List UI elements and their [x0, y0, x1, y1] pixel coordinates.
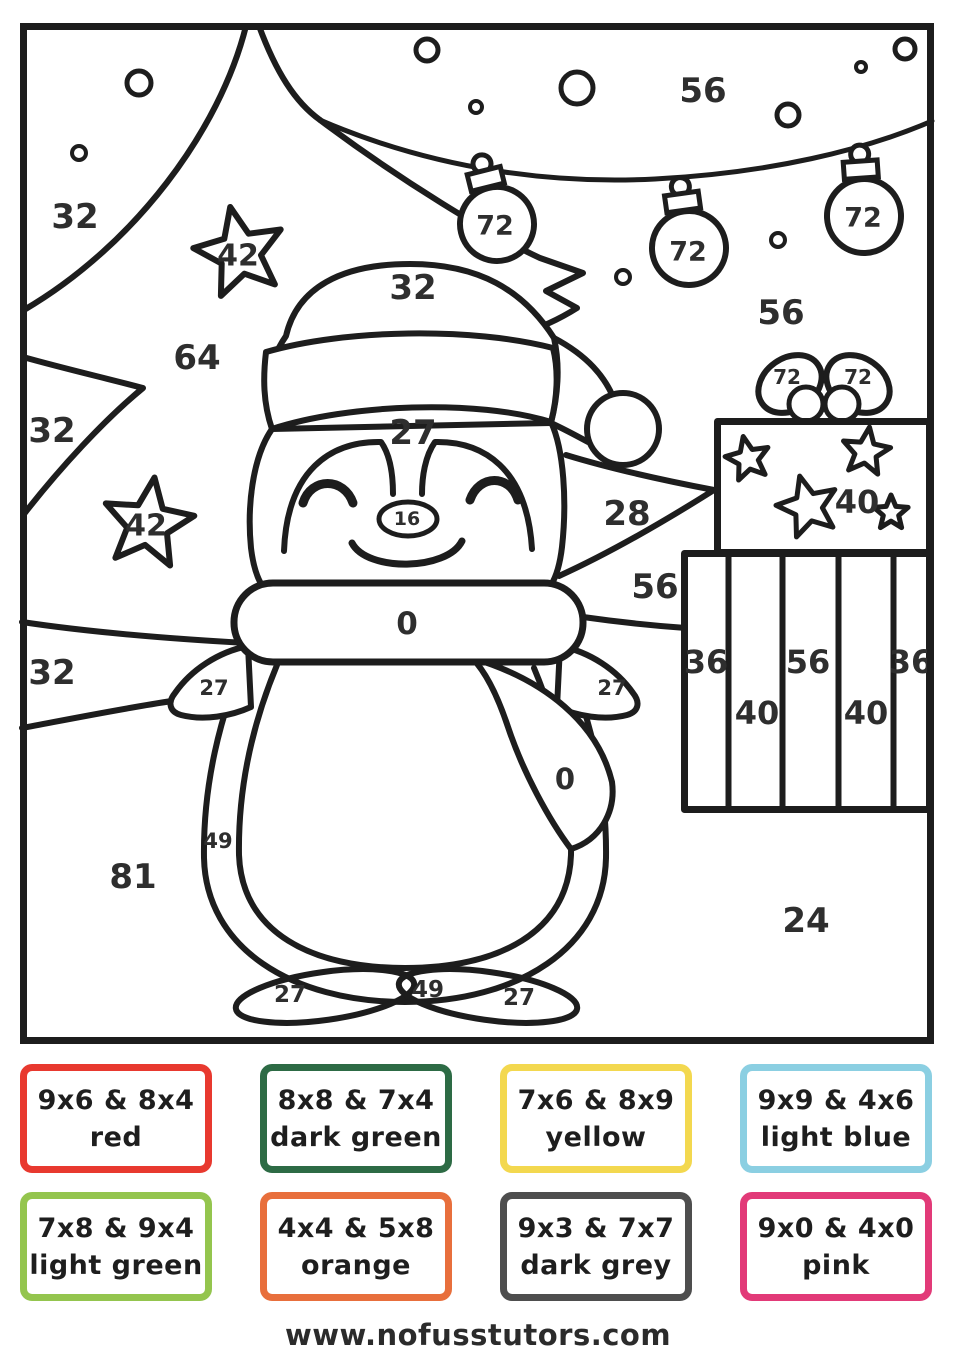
penguin-eye-right [470, 481, 518, 501]
legend-color-name: pink [802, 1249, 870, 1281]
region-number: 42 [217, 238, 259, 274]
region-number: 56 [757, 293, 805, 333]
legend-color-name: dark grey [520, 1249, 672, 1281]
legend-color-name: light green [29, 1249, 203, 1281]
region-number: 40 [834, 483, 880, 521]
region-number: 64 [173, 338, 221, 378]
region-number: 72 [844, 365, 872, 389]
region-number: 16 [393, 508, 421, 530]
legend-equations: 9x3 & 7x7 [517, 1212, 675, 1244]
penguin-smile [352, 541, 462, 564]
region-number: 36 [888, 643, 934, 681]
legend-item-dark-green [260, 1064, 452, 1173]
penguin [170, 264, 659, 1032]
region-number: 0 [554, 762, 576, 796]
region-number: 56 [679, 71, 727, 111]
region-number: 49 [411, 977, 445, 1003]
legend-color-name: red [89, 1121, 143, 1153]
region-number: 40 [843, 694, 889, 732]
face-patch-left [284, 442, 393, 551]
region-number: 56 [785, 643, 831, 681]
region-number: 32 [51, 197, 99, 237]
legend-item-light-blue [740, 1064, 932, 1173]
penguin-eye-left [303, 484, 353, 504]
region-number: 32 [389, 268, 437, 308]
santa-hat-pompom [587, 393, 659, 465]
gift-box [685, 343, 930, 809]
color-key [20, 1064, 932, 1301]
region-number: 0 [396, 606, 418, 642]
legend-equations: 7x6 & 8x9 [517, 1084, 675, 1116]
penguin-head-right [551, 422, 564, 585]
legend-color-name: light blue [760, 1121, 912, 1153]
region-number: 72 [476, 210, 514, 242]
legend-item-red [20, 1064, 212, 1173]
region-number: 27 [273, 982, 307, 1008]
region-number: 27 [389, 413, 437, 453]
legend-color-name: yellow [545, 1121, 647, 1153]
santa-hat-tail [554, 338, 614, 399]
legend-item-dark-grey [500, 1192, 692, 1301]
region-number: 72 [669, 236, 707, 268]
legend-color-name: orange [301, 1249, 411, 1281]
region-number: 40 [734, 694, 780, 732]
region-number: 72 [844, 202, 882, 234]
legend-equations: 7x8 & 9x4 [37, 1212, 195, 1244]
gift-bow-icon [747, 343, 901, 425]
region-number: 81 [109, 857, 157, 897]
region-number: 32 [28, 411, 76, 451]
legend-item-yellow [500, 1064, 692, 1173]
region-number: 32 [28, 653, 76, 693]
region-number: 27 [502, 985, 536, 1011]
region-number: 28 [603, 494, 651, 534]
legend-equations: 9x0 & 4x0 [757, 1212, 915, 1244]
region-number: 56 [631, 567, 679, 607]
region-number: 72 [773, 365, 801, 389]
legend-equations: 4x4 & 5x8 [277, 1212, 435, 1244]
region-number: 24 [782, 901, 830, 941]
region-number: 27 [597, 676, 627, 700]
penguin-head-left [250, 429, 272, 587]
website-url: www.nofusstutors.com [284, 1318, 672, 1352]
legend-item-pink [740, 1192, 932, 1301]
region-number: 27 [199, 676, 229, 700]
legend-item-orange [260, 1192, 452, 1301]
garland-wire [320, 120, 932, 180]
legend-equations: 9x9 & 4x6 [757, 1084, 915, 1116]
legend-equations: 9x6 & 8x4 [37, 1084, 195, 1116]
region-number: 36 [683, 643, 729, 681]
region-number: 42 [125, 508, 167, 544]
legend-color-name: dark green [270, 1121, 442, 1153]
legend-item-light-green [20, 1192, 212, 1301]
legend-equations: 8x8 & 7x4 [277, 1084, 435, 1116]
region-number: 49 [203, 829, 233, 853]
